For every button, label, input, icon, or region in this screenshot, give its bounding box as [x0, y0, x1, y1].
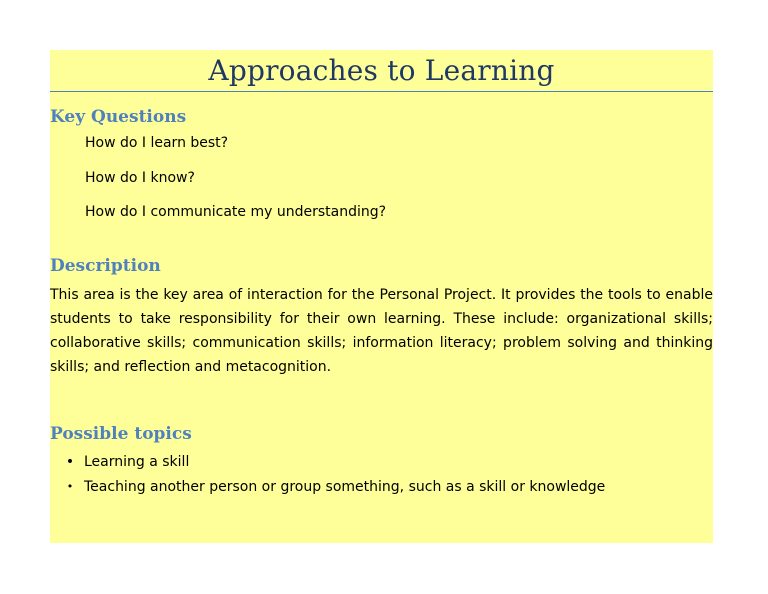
topic-label: Teaching another person or group something, such as a skill or knowledge — [84, 479, 606, 495]
title-underline — [50, 91, 713, 92]
possible-topics-heading: Possible topics — [50, 424, 192, 444]
key-question-item: How do I know? — [85, 170, 195, 186]
page-title: Approaches to Learning — [208, 54, 555, 87]
description-paragraph: This area is the key area of interaction for the Personal Project. It provides the tools to enable students to take responsibility for their own learning. These include: organizational skills; collaborative skills; communication skills; information literacy; problem solving and thinking skills; and reflection and metacognition. — [50, 287, 713, 375]
bullet-icon: • — [65, 454, 75, 470]
key-question-item: How do I communicate my understanding? — [85, 204, 387, 220]
description-heading: Description — [50, 256, 161, 276]
bullet-icon: • — [66, 480, 74, 493]
approaches-card — [50, 50, 713, 543]
topic-label: Learning a skill — [84, 454, 190, 470]
key-questions-heading: Key Questions — [50, 107, 187, 127]
key-question-item: How do I learn best? — [85, 135, 229, 151]
